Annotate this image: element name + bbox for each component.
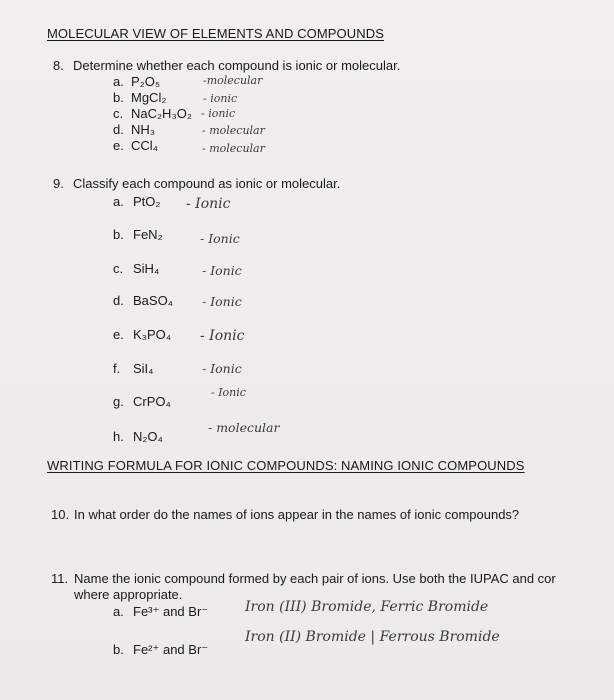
q9-item-letter: b. — [113, 227, 124, 242]
q9-item-compound: SiH₄ — [133, 261, 160, 276]
q11-item-ions: Fe³⁺ and Br⁻ — [133, 604, 209, 619]
q11-prompt-line2: where appropriate. — [74, 587, 183, 602]
q9-item-letter: a. — [113, 194, 124, 209]
q8-item-compound: P₂O₅ — [131, 74, 161, 89]
q8-item-letter: e. — [113, 138, 124, 153]
q9-item-letter: e. — [113, 327, 124, 342]
q8-item-answer: - molecular — [202, 124, 265, 137]
q9-item-letter: c. — [113, 261, 124, 276]
q8-number: 8. — [53, 58, 64, 73]
q9-item-answer: - Ionic — [186, 196, 231, 212]
q11-item-ions: Fe²⁺ and Br⁻ — [133, 642, 209, 657]
q9-item-compound: N₂O₄ — [133, 429, 163, 444]
q9-item-answer: - Ionic — [202, 361, 242, 376]
q9-item-letter: d. — [113, 293, 124, 308]
q9-prompt: Classify each compound as ionic or molecular. — [73, 176, 341, 191]
q11-item-letter: a. — [113, 604, 124, 619]
q8-item-answer: - ionic — [201, 107, 236, 120]
q9-item-answer: - Ionic — [200, 231, 240, 246]
q8-item-letter: c. — [113, 106, 124, 121]
q9-item-letter: f. — [113, 361, 121, 376]
q8-item-answer: - ionic — [203, 92, 238, 105]
q9-item-compound: SiI₄ — [133, 361, 154, 376]
q10-number: 10. — [51, 507, 70, 522]
q8-item-compound: NH₃ — [131, 122, 156, 137]
q9-item-answer: - Ionic — [202, 263, 242, 278]
q9-number: 9. — [53, 176, 64, 191]
q8-prompt: Determine whether each compound is ionic or molecular. — [73, 58, 401, 73]
q10-prompt: In what order do the names of ions appear in the names of ionic compounds? — [74, 507, 520, 522]
q9-item-compound: PtO₂ — [133, 194, 161, 209]
q11-item-letter: b. — [113, 642, 124, 657]
q9-item-compound: K₃PO₄ — [133, 327, 172, 342]
section2-header: WRITING FORMULA FOR IONIC COMPOUNDS: NAMING IONIC COMPOUNDS — [47, 458, 525, 473]
q9-item-compound: FeN₂ — [133, 227, 163, 242]
q9-item-answer: - molecular — [208, 420, 280, 435]
q9-item-answer: - Ionic — [200, 328, 245, 344]
q8-item-compound: MgCl₂ — [131, 90, 167, 105]
q8-item-letter: d. — [113, 122, 124, 137]
q8-item-letter: a. — [113, 74, 124, 89]
section-header: MOLECULAR VIEW OF ELEMENTS AND COMPOUNDS — [47, 26, 384, 41]
q11-number: 11. — [51, 571, 69, 586]
q11-prompt-line1: Name the ionic compound formed by each pair of ions. Use both the IUPAC and cor — [74, 571, 556, 586]
q8-item-compound: NaC₂H₃O₂ — [131, 106, 192, 121]
q9-item-answer: - Ionic — [202, 294, 242, 309]
q11-item-answer: Iron (III) Bromide, Ferric Bromide — [245, 599, 489, 615]
q9-item-compound: BaSO₄ — [133, 293, 173, 308]
q9-item-letter: g. — [113, 394, 124, 409]
q9-item-letter: h. — [113, 429, 124, 444]
q8-item-compound: CCl₄ — [131, 138, 158, 153]
q8-item-answer: - molecular — [202, 142, 265, 155]
q11-item-answer: Iron (II) Bromide | Ferrous Bromide — [245, 629, 500, 645]
q9-item-compound: CrPO₄ — [133, 394, 171, 409]
q9-item-answer: - Ionic — [211, 386, 246, 399]
q8-item-letter: b. — [113, 90, 124, 105]
q8-item-answer: -molecular — [203, 74, 263, 87]
